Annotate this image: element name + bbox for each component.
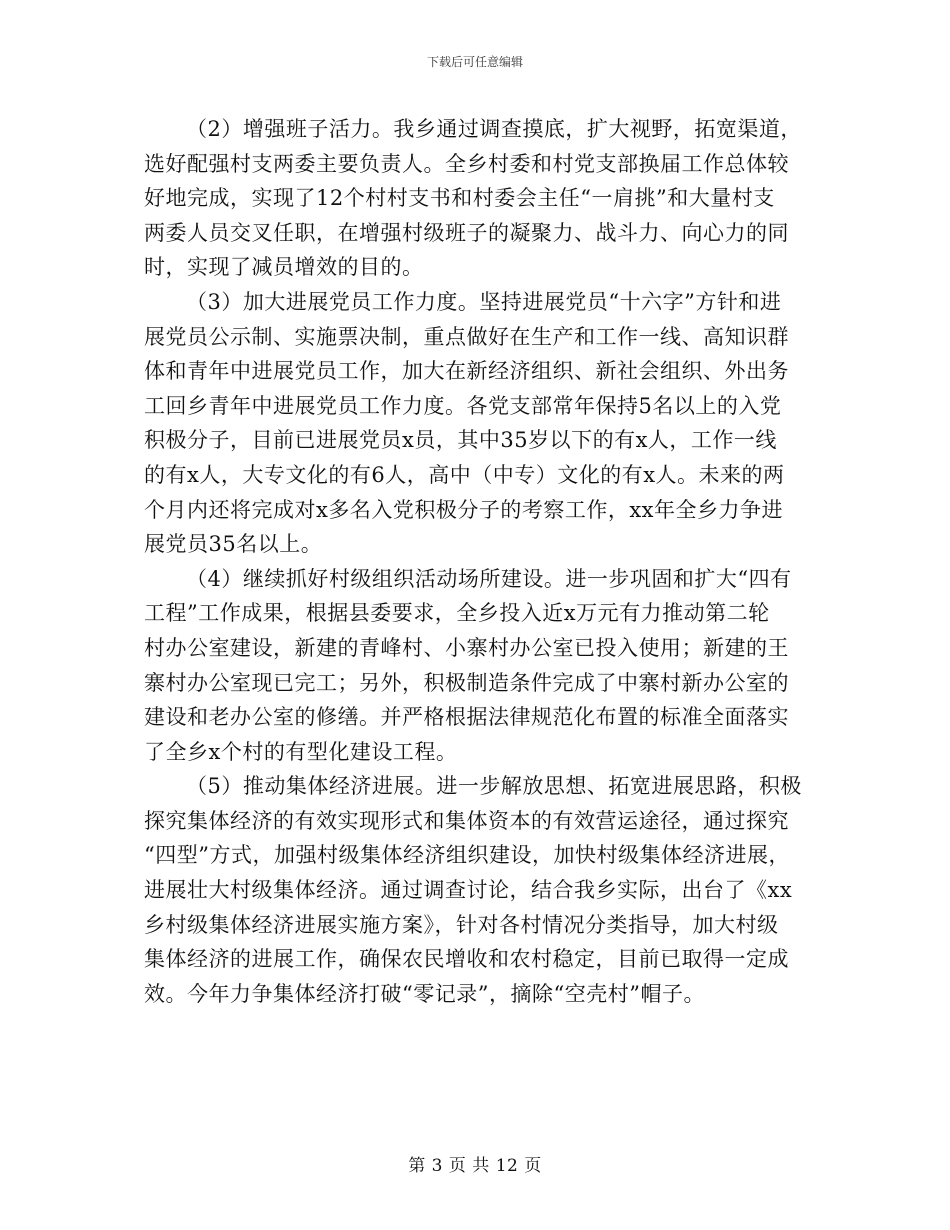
text-line: 乡村级集体经济进展实施方案》，针对各村情况分类指导，加大村级 xyxy=(144,912,779,937)
page-header-note: 下载后可任意编辑 xyxy=(426,55,523,69)
text-line: （3）加大进展党员工作力度。坚持进展党员“十六字”方针和进 xyxy=(186,289,782,314)
text-line: “四型”方式，加强村级集体经济组织建设，加快村级集体经济进展， xyxy=(144,843,790,868)
text-line: 村办公室建设，新建的青峰村、小寨村办公室已投入使用；新建的王 xyxy=(144,635,789,660)
text-line: （4）继续抓好村级组织活动场所建设。进一步巩固和扩大“四有 xyxy=(186,566,792,591)
text-line: 建设和老办公室的修缮。并严格根据法律规范化布置的标准全面落实 xyxy=(144,705,789,730)
paragraph-4 xyxy=(144,562,808,770)
text-line: 了全乡x个村的有型化建设工程。 xyxy=(144,739,458,764)
page-number: 第 3 页 共 12 页 xyxy=(408,1156,542,1176)
paragraph-5 xyxy=(144,769,808,1011)
text-line: 选好配强村支两委主要负责人。全乡村委和村党支部换届工作总体较 xyxy=(144,151,789,176)
text-line: 好地完成，实现了12个村村支书和村委会主任“一肩挑”和大量村支 xyxy=(144,186,775,211)
text-line: 寨村办公室现已完工；另外，积极制造条件完成了中寨村新办公室的 xyxy=(144,670,789,695)
paragraph-3 xyxy=(144,285,808,562)
text-line: 的有x人，大专文化的有6人，高中（中专）文化的有x人。未来的两 xyxy=(144,462,785,487)
paragraph-2 xyxy=(144,112,808,285)
text-line: （5）推动集体经济进展。进一步解放思想、拓宽进展思路，积极 xyxy=(186,774,802,799)
text-line: 体和青年中进展党员工作，加大在新经济组织、新社会组织、外出务 xyxy=(144,359,789,384)
text-line: 工回乡青年中进展党员工作力度。各党支部常年保持5名以上的入党 xyxy=(144,393,782,418)
text-line: （2）增强班子活力。我乡通过调查摸底，扩大视野，拓宽渠道， xyxy=(186,117,802,141)
text-line: 时，实现了减员增效的目的。 xyxy=(144,255,424,280)
text-line: 集体经济的进展工作，确保农民增收和农村稳定，目前已取得一定成 xyxy=(144,947,789,972)
text-line: 效。今年力争集体经济打破“零记录”，摘除“空壳村”帽子。 xyxy=(144,981,705,1006)
text-line: 展党员公示制、实施票决制，重点做好在生产和工作一线、高知识群 xyxy=(144,324,789,349)
text-line: 进展壮大村级集体经济。通过调查讨论，结合我乡实际，出台了《xx xyxy=(144,878,793,903)
text-line: 个月内还将完成对x多名入党积极分子的考察工作，xx年全乡力争进 xyxy=(144,497,784,522)
text-line: 两委人员交叉任职，在增强村级班子的凝聚力、战斗力、向心力的同 xyxy=(144,220,789,245)
text-line: 工程”工作成果，根据县委要求，全乡投入近x万元有力推动第二轮 xyxy=(144,601,770,626)
text-line: 展党员35名以上。 xyxy=(144,532,323,557)
text-line: 积极分子，目前已进展党员x员，其中35岁以下的有x人，工作一线 xyxy=(144,428,777,453)
text-line: 探究集体经济的有效实现形式和集体资本的有效营运途径，通过探究 xyxy=(144,808,789,833)
document-body xyxy=(144,112,808,1011)
